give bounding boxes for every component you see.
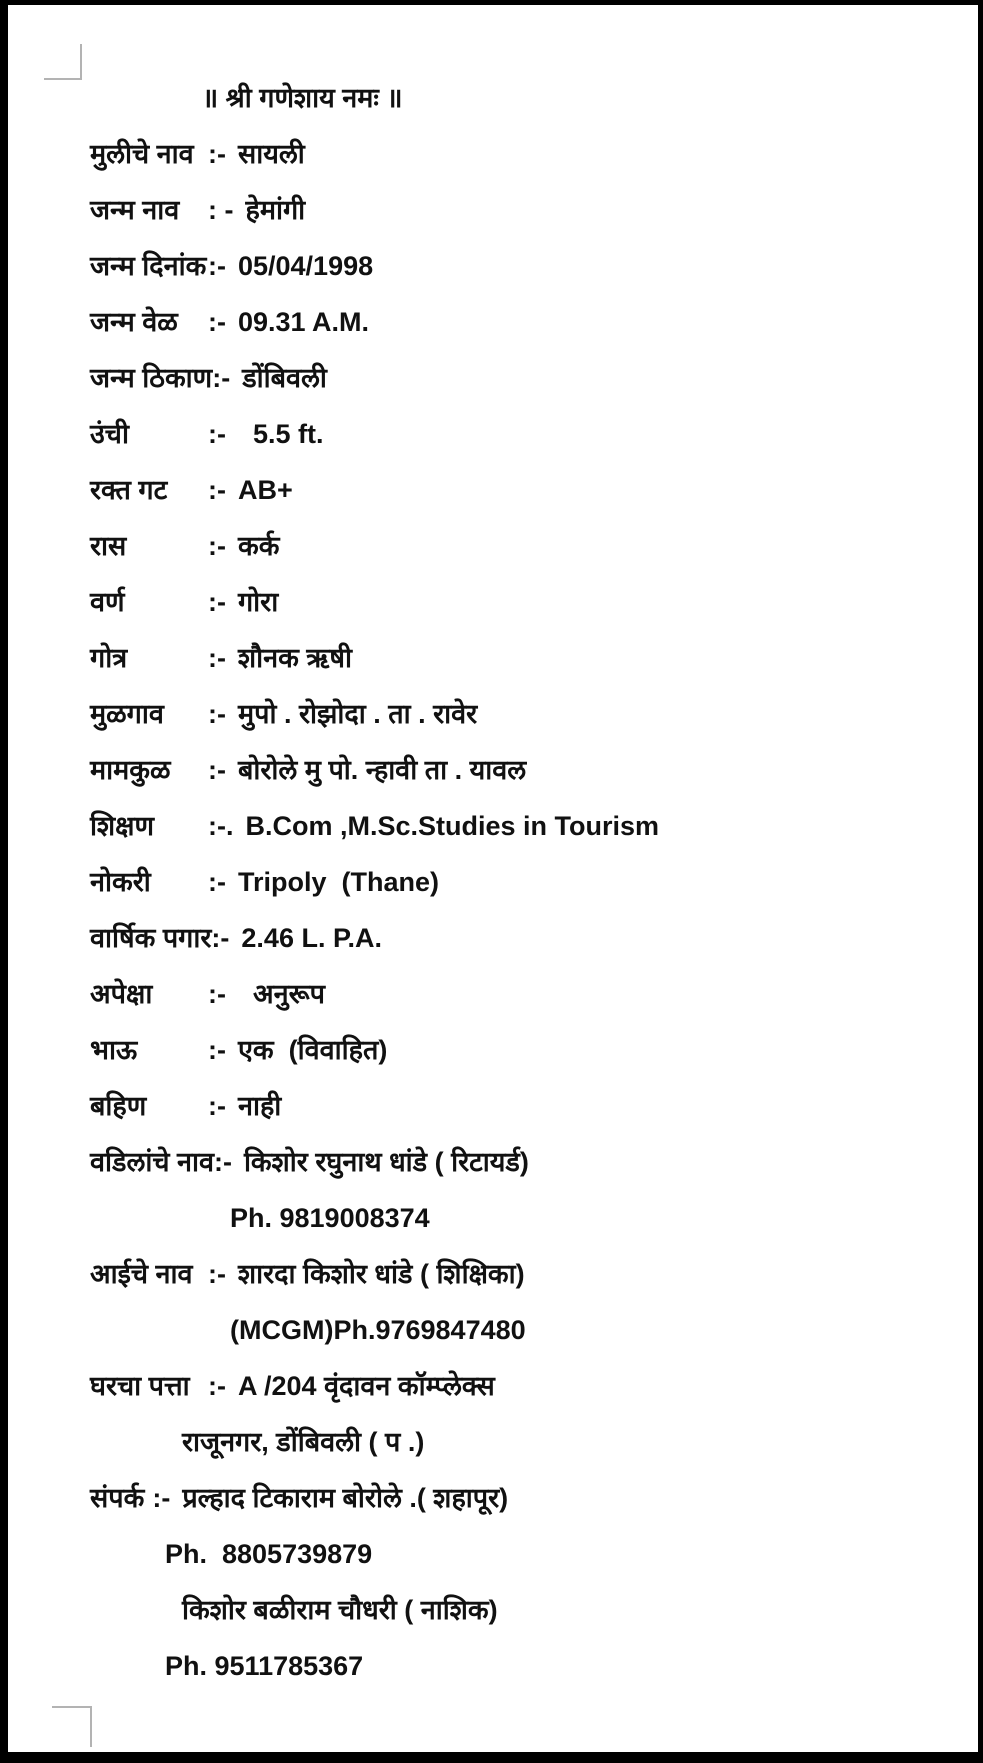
biodata-row — [90, 350, 967, 406]
field-value: 2.46 L. P.A. — [241, 923, 382, 953]
field-separator: :- — [208, 867, 226, 897]
field-label: भाऊ — [90, 1035, 138, 1065]
biodata-row — [90, 1582, 967, 1638]
scan-edge-top — [0, 0, 983, 5]
biodata-row — [90, 1302, 967, 1358]
field-value: Ph. 9511785367 — [165, 1651, 364, 1681]
field-separator: : - — [208, 195, 234, 225]
biodata-row — [90, 1638, 967, 1694]
biodata-row — [90, 238, 967, 294]
field-separator: :- — [208, 587, 226, 617]
field-separator: :- — [213, 1147, 232, 1177]
biodata-row — [90, 1470, 967, 1526]
biodata-row — [90, 182, 967, 238]
field-separator: :- — [208, 1259, 226, 1289]
field-value: Ph. 9819008374 — [230, 1203, 430, 1233]
field-label: मामकुळ — [90, 755, 171, 785]
biodata-row — [90, 630, 967, 686]
field-label: जन्म ठिकाण — [90, 363, 213, 393]
biodata-row — [90, 742, 967, 798]
field-value: AB+ — [237, 475, 293, 505]
field-separator: :- — [208, 1091, 226, 1121]
biodata-row — [90, 1526, 967, 1582]
field-label: वडिलांचे नाव — [90, 1147, 214, 1177]
field-label: उंची — [90, 419, 129, 449]
biodata-row — [90, 406, 967, 462]
biodata-row — [90, 462, 967, 518]
field-value: कर्क — [237, 531, 280, 561]
field-separator: :- — [208, 475, 226, 505]
field-value: हेमांगी — [245, 195, 306, 225]
field-separator: :-. — [208, 811, 234, 841]
invocation-title: ॥ श्री गणेशाय नमः ॥ — [202, 83, 403, 113]
biodata-row — [90, 1190, 967, 1246]
page-corner-mark-top-left — [44, 44, 82, 80]
field-label: बहिण — [90, 1091, 147, 1121]
scan-edge-right — [978, 0, 983, 1763]
field-value: 09.31 A.M. — [237, 307, 370, 337]
field-label: रास — [90, 531, 127, 561]
field-value: किशोर बळीराम चौधरी ( नाशिक) — [182, 1595, 498, 1625]
field-value: अनुरूप — [237, 979, 325, 1009]
field-value: शौनक ऋषी — [237, 643, 352, 673]
field-separator: :- — [208, 307, 226, 337]
field-separator: :- — [208, 139, 226, 169]
biodata-row — [90, 910, 967, 966]
biodata-row — [90, 854, 967, 910]
field-separator: :- — [208, 531, 226, 561]
field-label: रक्त गट — [90, 475, 168, 505]
biodata-row — [90, 1246, 967, 1302]
field-label: जन्म दिनांक — [90, 251, 207, 281]
field-label: वर्ण — [90, 587, 125, 617]
biodata-row — [90, 686, 967, 742]
field-value: Ph. 8805739879 — [165, 1539, 373, 1569]
biodata-row — [90, 798, 967, 854]
biodata-row — [90, 1414, 967, 1470]
field-value: A /204 वृंदावन कॉम्प्लेक्स — [237, 1371, 495, 1401]
field-separator: :- — [211, 923, 230, 953]
field-separator: :- — [208, 699, 226, 729]
field-label: नोकरी — [90, 867, 151, 897]
biodata-rows — [90, 126, 967, 1694]
field-label: जन्म वेळ — [90, 307, 178, 337]
biodata-row — [90, 574, 967, 630]
field-label: अपेक्षा — [90, 979, 153, 1009]
field-value: सायली — [237, 139, 305, 169]
field-label: मुलीचे नाव — [90, 139, 194, 169]
biodata-row — [90, 1134, 967, 1190]
biodata-row — [90, 1078, 967, 1134]
field-separator: :- — [208, 1371, 226, 1401]
field-separator: :- — [208, 1035, 226, 1065]
field-value: बोरोले मु पो. न्हावी ता . यावल — [237, 755, 527, 785]
field-separator: :- — [212, 363, 231, 393]
biodata-row — [90, 1022, 967, 1078]
field-value: मुपो . रोझोदा . ता . रावेर — [237, 699, 478, 729]
field-value: प्रल्हाद टिकाराम बोरोले .( शहापूर) — [182, 1483, 509, 1513]
field-separator: :- — [208, 979, 226, 1009]
field-value: राजूनगर, डोंबिवली ( प .) — [182, 1427, 425, 1457]
biodata-row — [90, 518, 967, 574]
field-label: शिक्षण — [90, 811, 155, 841]
field-label: आईचे नाव — [90, 1259, 193, 1289]
field-separator: :- — [208, 755, 226, 785]
field-value: नाही — [237, 1091, 282, 1121]
field-value: गोरा — [237, 587, 279, 617]
field-label: वार्षिक पगार — [90, 923, 212, 953]
document-content — [90, 70, 967, 1694]
biodata-row — [90, 126, 967, 182]
biodata-row — [90, 294, 967, 350]
field-value: (MCGM)Ph.9769847480 — [230, 1315, 526, 1345]
field-value: शारदा किशोर धांडे ( शिक्षिका) — [237, 1259, 525, 1289]
field-value: Tripoly (Thane) — [237, 867, 439, 897]
field-separator: :- — [208, 419, 226, 449]
field-separator: :- — [208, 251, 226, 281]
page-corner-mark-bottom-left — [52, 1706, 92, 1747]
field-label: गोत्र — [90, 643, 128, 673]
field-value: 05/04/1998 — [237, 251, 374, 281]
field-value: एक (विवाहित) — [237, 1035, 388, 1065]
field-separator: :- — [152, 1483, 171, 1513]
biodata-row — [90, 1358, 967, 1414]
field-value: 5.5 ft. — [237, 419, 324, 449]
scan-edge-left — [0, 0, 8, 1763]
field-label: घरचा पत्ता — [90, 1371, 190, 1401]
field-label: संपर्क — [90, 1483, 145, 1513]
field-value: B.Com ,M.Sc.Studies in Tourism — [245, 811, 660, 841]
field-value: डोंबिवली — [242, 363, 327, 393]
biodata-row — [90, 966, 967, 1022]
field-label: मुळगाव — [90, 699, 164, 729]
field-value: किशोर रघुनाथ धांडे ( रिटायर्ड) — [243, 1147, 529, 1177]
field-label: जन्म नाव — [90, 195, 180, 225]
field-separator: :- — [208, 643, 226, 673]
scan-edge-bottom — [0, 1752, 983, 1763]
